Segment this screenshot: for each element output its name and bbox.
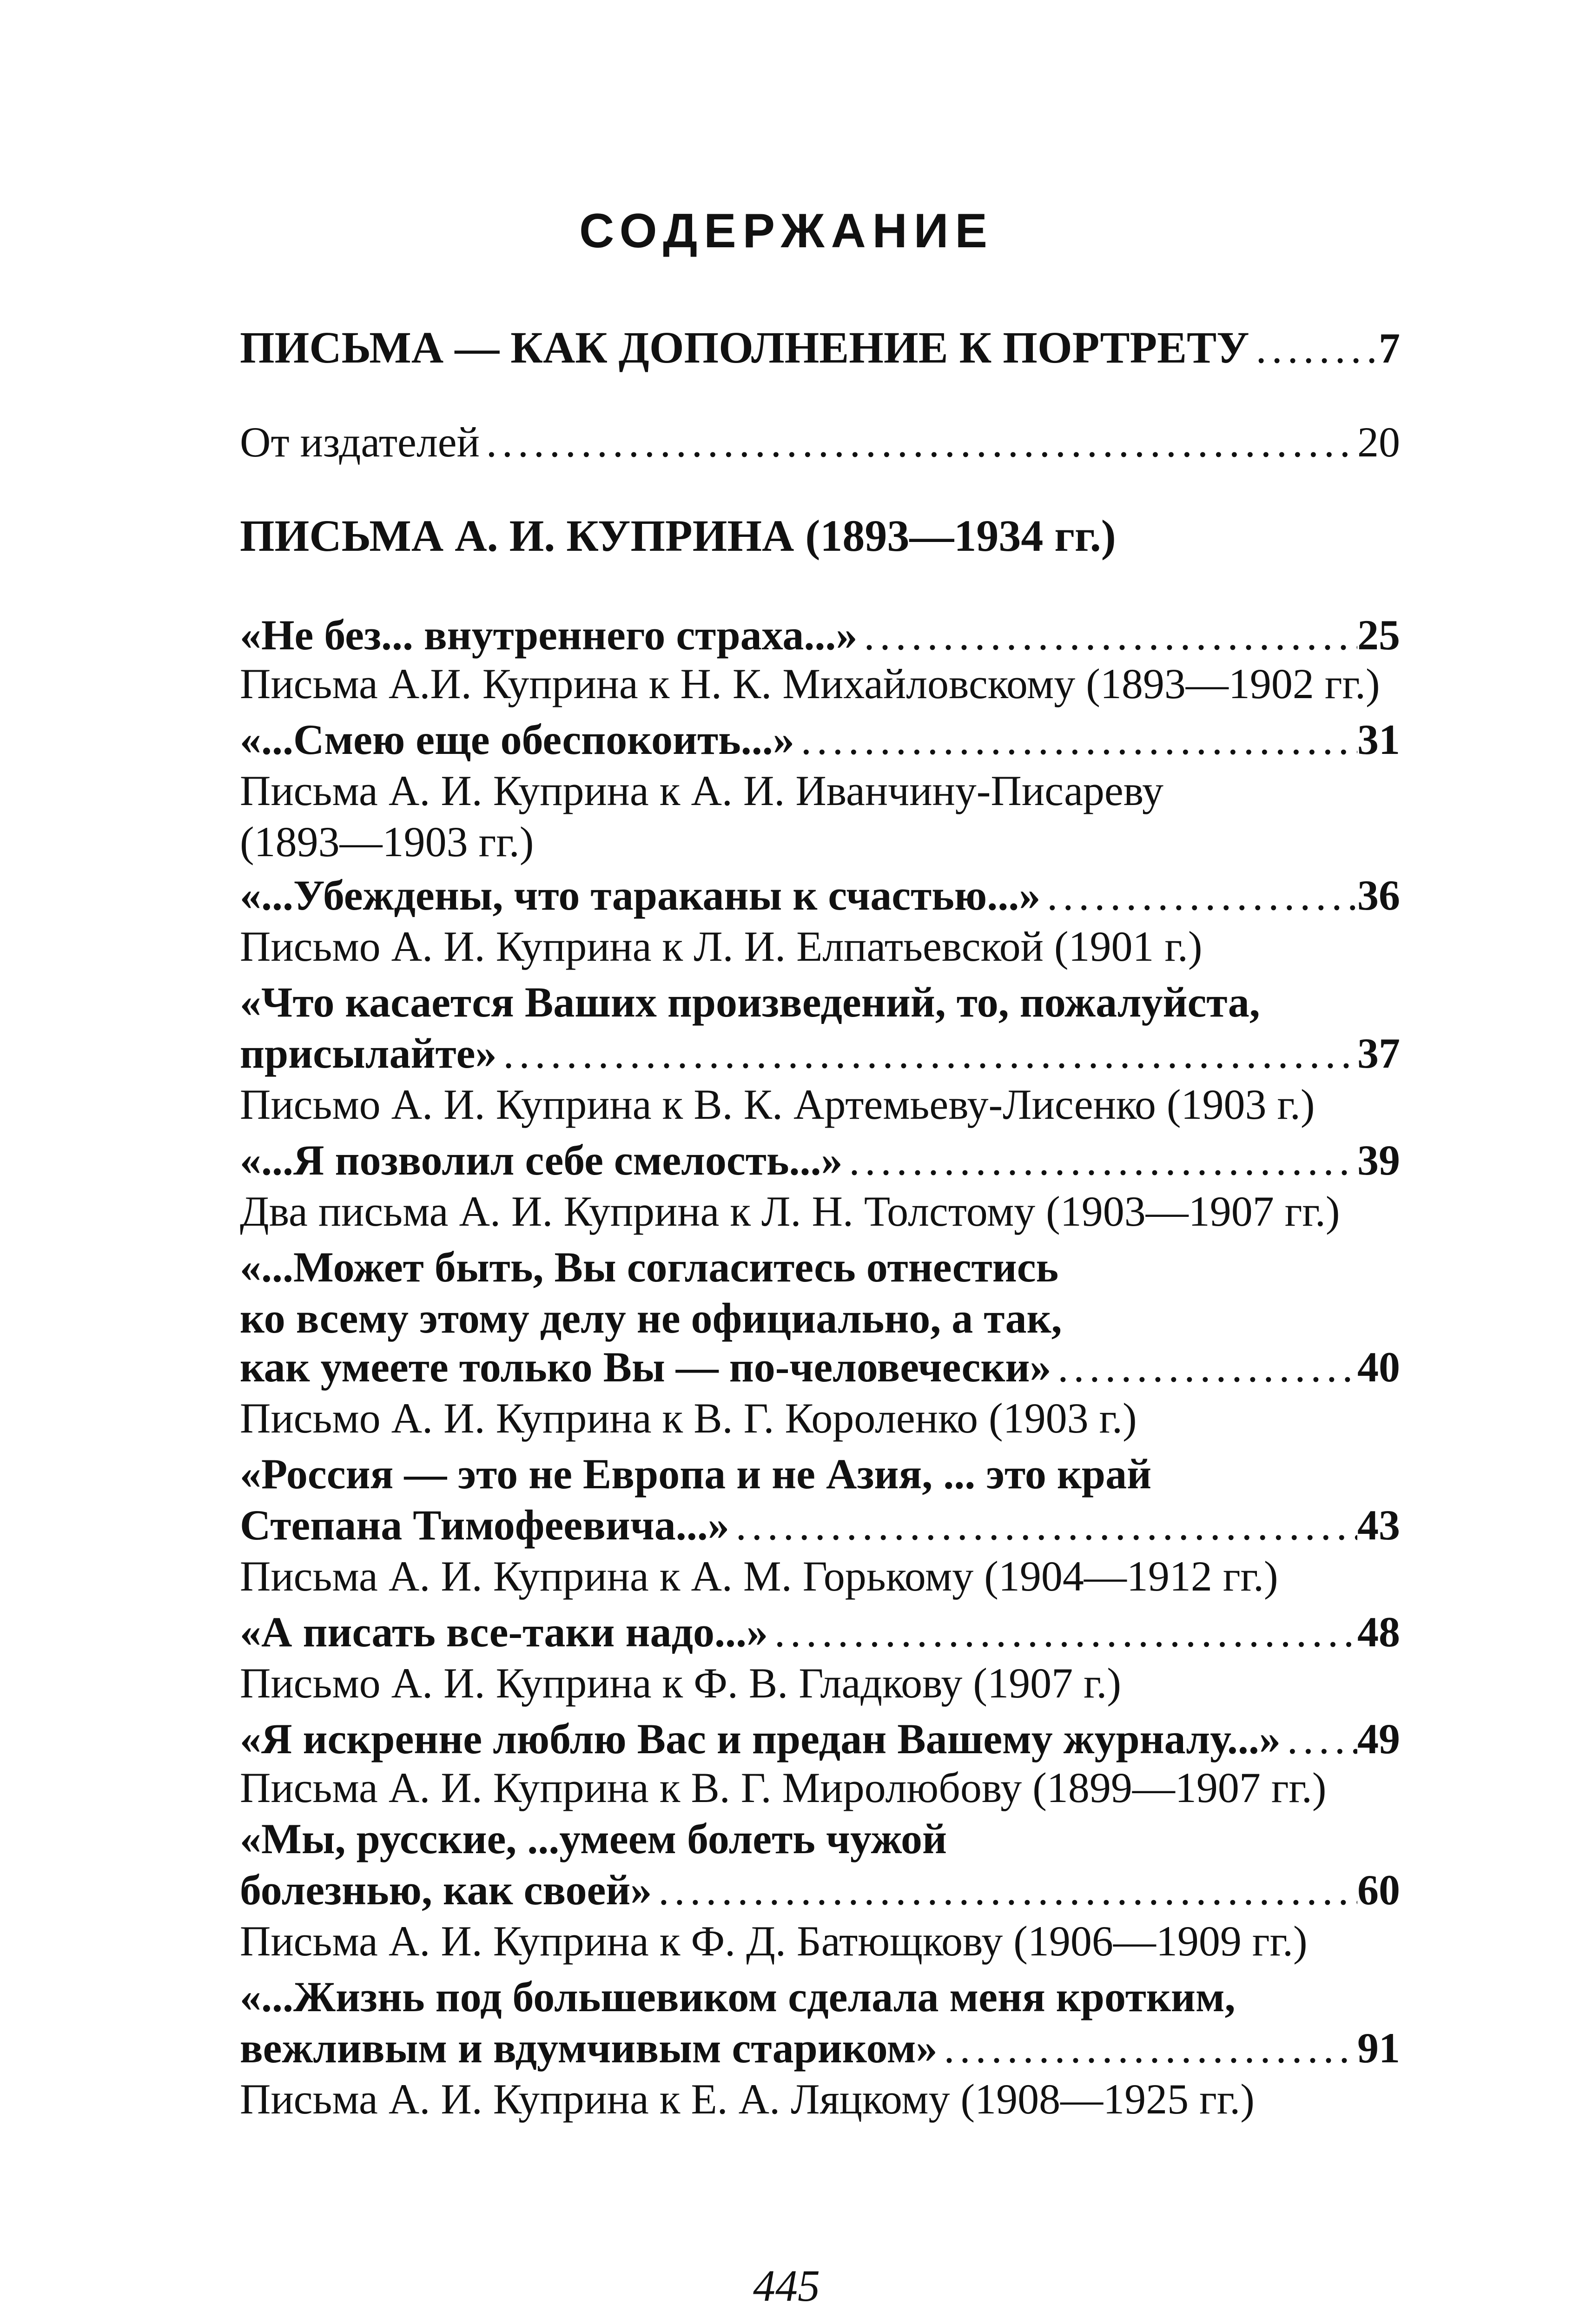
toc-page-number: 91 (1357, 2024, 1400, 2072)
toc-entry-subtitle (240, 1766, 1400, 1809)
dot-leader (497, 1032, 1358, 1075)
toc-subtitle-text: Письма А. И. Куприна к В. Г. Миролюбову (1899—1907 гг.) (240, 1764, 1327, 1811)
toc-entry-title: «...Жизнь под большевиком сделала меня кротким, (240, 1973, 1236, 2020)
toc-entry-title: как умеете только Вы — по-человечески» (240, 1343, 1051, 1391)
toc-entry-title: «Россия — это не Европа и не Азия, ... это край (240, 1450, 1152, 1498)
toc-page-number: 49 (1357, 1715, 1400, 1763)
toc-entry[interactable] (240, 2024, 1400, 2072)
toc-subtitle-text: Письма А. И. Куприна к Ф. Д. Батющкову (1906—1909 гг.) (240, 1917, 1308, 1965)
toc-entry-title: «...Смею еще обеспокоить...» (240, 716, 794, 763)
toc-page-number: 60 (1357, 1866, 1400, 1914)
dot-leader (1040, 874, 1357, 917)
toc-page-number: 40 (1357, 1343, 1400, 1391)
toc-entry-section-portrait[interactable] (240, 325, 1400, 370)
toc-entry-title: «...Может быть, Вы согласитесь отнестись (240, 1243, 1059, 1291)
toc-subtitle-text: Письма А. И. Куприна к А. И. Иванчину-Писареву (240, 767, 1164, 814)
toc-entry-subtitle (240, 1659, 1400, 1707)
toc-entry-title-line[interactable] (240, 1294, 1400, 1342)
toc-page-number: 36 (1357, 872, 1400, 919)
toc-entry[interactable] (240, 1866, 1400, 1914)
toc-subtitle-text: Письмо А. И. Куприна к В. Г. Короленко (1903 г.) (240, 1394, 1137, 1442)
toc-entry-subtitle (240, 662, 1400, 705)
toc-page-number: 48 (1357, 1608, 1400, 1656)
dot-leader (1051, 1346, 1357, 1388)
toc-section-heading (240, 511, 1400, 561)
toc-entry-publishers[interactable] (240, 418, 1400, 466)
toc-page-number: 25 (1357, 611, 1400, 659)
toc-subtitle-text: Письма А. И. Куприна к Е. А. Ляцкому (1908—1925 гг.) (240, 2075, 1255, 2123)
toc-entry-subtitle (240, 925, 1400, 968)
toc-entry-subtitle (240, 2075, 1400, 2123)
toc-entry-title: вежливым и вдумчивым стариком» (240, 2024, 938, 2072)
toc-entry-title-line[interactable] (240, 1243, 1400, 1291)
dot-leader (729, 1504, 1357, 1546)
dot-leader (480, 421, 1357, 463)
page-title: СОДЕРЖАНИЕ (579, 204, 994, 258)
toc-entry[interactable] (240, 1608, 1400, 1656)
toc-entry-title: ПИСЬМА — КАК ДОПОЛНЕНИЕ К ПОРТРЕТУ (240, 323, 1249, 372)
toc-subtitle-text: Два письма А. И. Куприна к Л. Н. Толстому (1903—1907 гг.) (240, 1188, 1340, 1235)
toc-entry-title: «Не без... внутреннего страха...» (240, 611, 858, 659)
toc-subtitle-text: Письма А. И. Куприна к А. М. Горькому (1904—1912 гг.) (240, 1552, 1278, 1600)
toc-entry-subtitle (240, 1394, 1400, 1442)
toc-entry-title: Степана Тимофеевича...» (240, 1501, 729, 1549)
dot-leader (1249, 327, 1379, 370)
toc-subtitle-text: Письмо А. И. Куприна к Л. И. Елпатьевской (1901 г.) (240, 923, 1203, 970)
toc-page-number: 37 (1357, 1030, 1400, 1077)
toc-entry[interactable] (240, 1136, 1400, 1184)
toc-entry-title: «А писать все-таки надо...» (240, 1608, 768, 1656)
toc-entry-title: «...Убеждены, что тараканы к счастью...» (240, 872, 1041, 919)
toc-page-number: 43 (1357, 1501, 1400, 1549)
toc-entry-title-line[interactable] (240, 1450, 1400, 1498)
toc-entry-title: болезнью, как своей» (240, 1866, 652, 1914)
toc-entry[interactable] (240, 1032, 1400, 1075)
toc-entry-subtitle (240, 769, 1400, 812)
dot-leader (794, 718, 1357, 761)
toc-entry-title: «Мы, русские, ...умеем болеть чужой (240, 1815, 947, 1862)
dot-leader (843, 1139, 1357, 1182)
dot-leader (857, 614, 1357, 656)
dot-leader (652, 1868, 1357, 1911)
toc-entry-title: «...Я позволил себе смелость...» (240, 1136, 843, 1184)
dot-leader (938, 2027, 1357, 2069)
toc-entry-title-line[interactable] (240, 1975, 1400, 2018)
toc-subtitle-text: (1893—1903 гг.) (240, 818, 534, 865)
toc-entry-title: От издателей (240, 418, 480, 466)
toc-entry-title-line[interactable] (240, 1817, 1400, 1860)
toc-page-number: 20 (1357, 418, 1400, 466)
toc-entry-title: «Что касается Ваших произведений, то, пожалуйста, (240, 978, 1260, 1026)
toc-entry-subtitle (240, 820, 1400, 863)
toc-subtitle-text: Письмо А. И. Куприна к В. К. Артемьеву-Лисенко (1903 г.) (240, 1081, 1315, 1128)
toc-entry-subtitle (240, 1552, 1400, 1600)
toc-page-number: 39 (1357, 1136, 1400, 1184)
toc-entry[interactable] (240, 874, 1400, 917)
toc-page-number: 31 (1357, 716, 1400, 763)
toc-page-number: 7 (1379, 324, 1400, 372)
toc-entry-subtitle (240, 1190, 1400, 1233)
toc-subtitle-text: Письма А.И. Куприна к Н. К. Михайловскому (1893—1902 гг.) (240, 660, 1380, 707)
toc-entry[interactable] (240, 611, 1400, 659)
toc-entry-title: ко всему этому делу не официально, а так, (240, 1294, 1062, 1342)
page-number: 445 (753, 2261, 820, 2311)
toc-section-title: ПИСЬМА А. И. КУПРИНА (1893—1934 гг.) (240, 511, 1116, 561)
toc-entry[interactable] (240, 1343, 1400, 1391)
toc-subtitle-text: Письмо А. И. Куприна к Ф. В. Гладкову (1907 г.) (240, 1659, 1122, 1707)
toc-entry-subtitle (240, 1917, 1400, 1965)
dot-leader (768, 1611, 1357, 1653)
toc-entry-title: «Я искренне люблю Вас и предан Вашему журналу...» (240, 1715, 1281, 1763)
toc-entry[interactable] (240, 1715, 1400, 1763)
toc-entry[interactable] (240, 1501, 1400, 1549)
dot-leader (1281, 1717, 1357, 1760)
toc-entry[interactable] (240, 718, 1400, 761)
toc-entry-subtitle (240, 1083, 1400, 1126)
toc-entry-title-line[interactable] (240, 978, 1400, 1026)
toc-entry-title: присылайте» (240, 1030, 497, 1077)
